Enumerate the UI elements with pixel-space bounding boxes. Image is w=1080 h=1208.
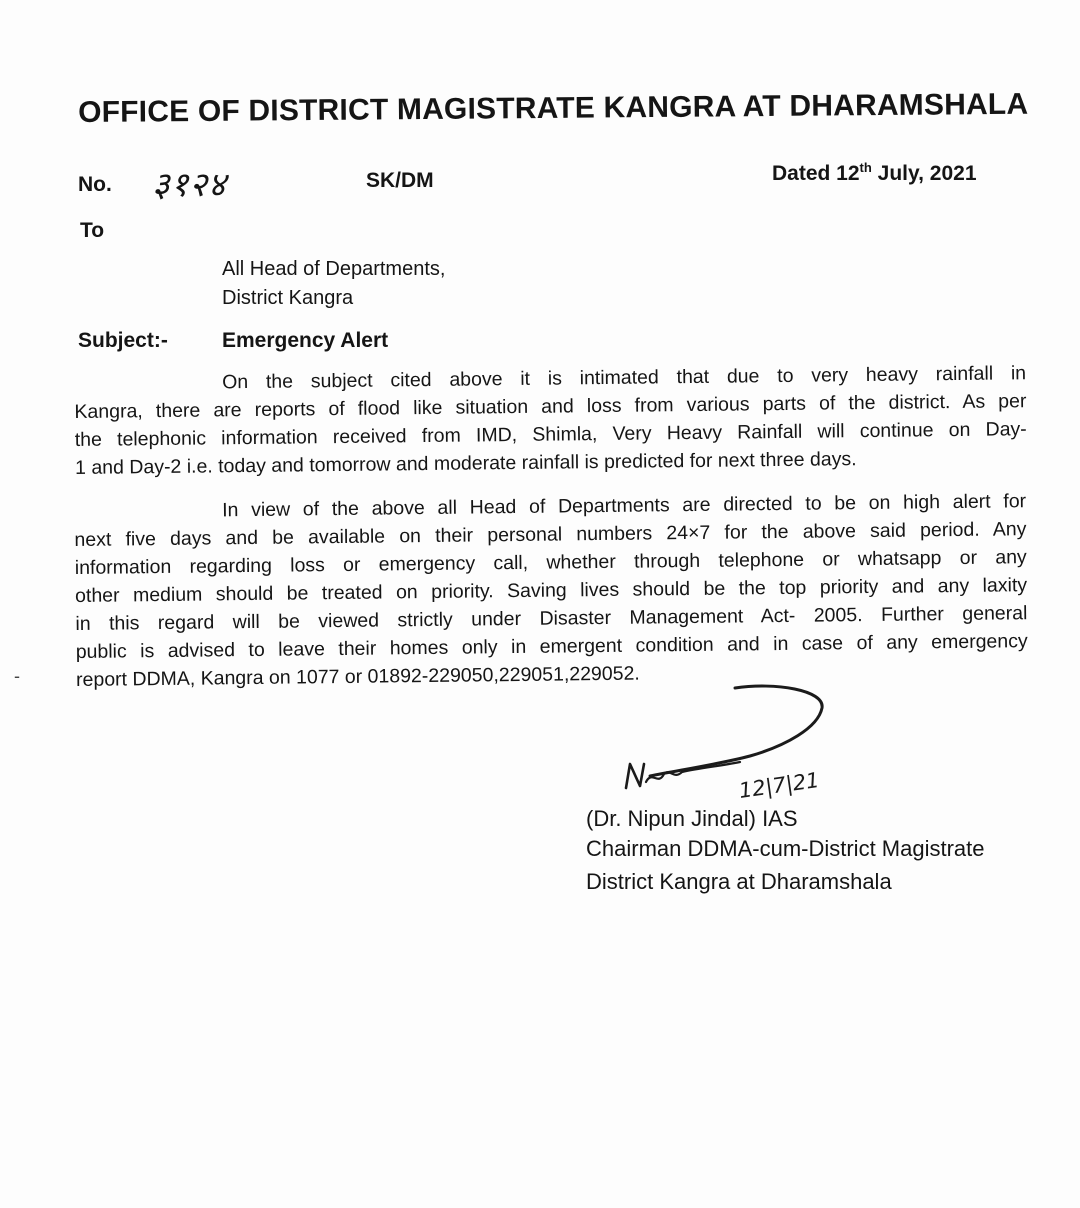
- reference-code: SK/DM: [366, 169, 434, 192]
- handwritten-signature: [600, 660, 900, 810]
- paragraph-line: report DDMA, Kangra on 1077 or 01892-229050,229051,229052.: [75, 662, 640, 691]
- signature-initial: [626, 764, 644, 788]
- signatory-title: Chairman DDMA-cum-District Magistrate: [586, 836, 985, 861]
- subject-value: Emergency Alert: [222, 329, 389, 352]
- paragraph-line: next five days and be available on their personal numbers 24×7 for the above said period. Any: [74, 518, 1027, 551]
- dated-suffix: July, 2021: [871, 162, 977, 185]
- paragraph-line: public is advised to leave their homes only in emergent condition and in case of any emergency: [75, 630, 1028, 663]
- dated-line: [772, 160, 977, 186]
- paragraph-line: the telephonic information received from IMD, Shimla, Very Heavy Rainfall will continue on Day-: [74, 418, 1027, 451]
- paragraph-line: 1 and Day-2 i.e. today and tomorrow and moderate rainfall is predicted for next three days.: [74, 448, 857, 479]
- signatory-district: District Kangra at Dharamshala: [586, 869, 892, 894]
- signature-flourish: [646, 762, 740, 782]
- paragraph-line: On the subject cited above it is intimated that due to very heavy rainfall in: [222, 362, 1027, 394]
- reference-no-label: No.: [78, 173, 112, 196]
- signature-date: 12|7|21: [737, 767, 821, 803]
- signatory-name: (Dr. Nipun Jindal) IAS: [586, 806, 798, 831]
- body-paragraph-1: [74, 359, 1027, 482]
- paragraph-line: information regarding loss or emergency call, whether through telephone or whatsapp or any: [74, 546, 1027, 579]
- margin-mark: -: [14, 666, 20, 686]
- dated-prefix: Dated 12: [772, 162, 860, 185]
- dated-superscript: th: [859, 160, 872, 175]
- office-heading: OFFICE OF DISTRICT MAGISTRATE KANGRA AT DHARAMSHALA: [78, 87, 1029, 129]
- paragraph-line: other medium should be treated on priority. Saving lives should be the top priority and any laxity: [74, 574, 1028, 607]
- paragraph-line: Kangra, there are reports of flood like situation and loss from various parts of the district. As per: [74, 390, 1027, 423]
- paragraph-line: In view of the above all Head of Departments are directed to be on high alert for: [222, 490, 1027, 522]
- subject-label: Subject:-: [78, 329, 168, 352]
- paragraph-line: in this regard will be viewed strictly under Disaster Management Act- 2005. Further general: [75, 602, 1028, 635]
- reference-number-handwritten: ३१२४: [152, 165, 227, 205]
- recipient-line-2: District Kangra: [222, 287, 354, 309]
- recipient-line-1: All Head of Departments,: [222, 258, 446, 280]
- to-label: To: [80, 219, 105, 242]
